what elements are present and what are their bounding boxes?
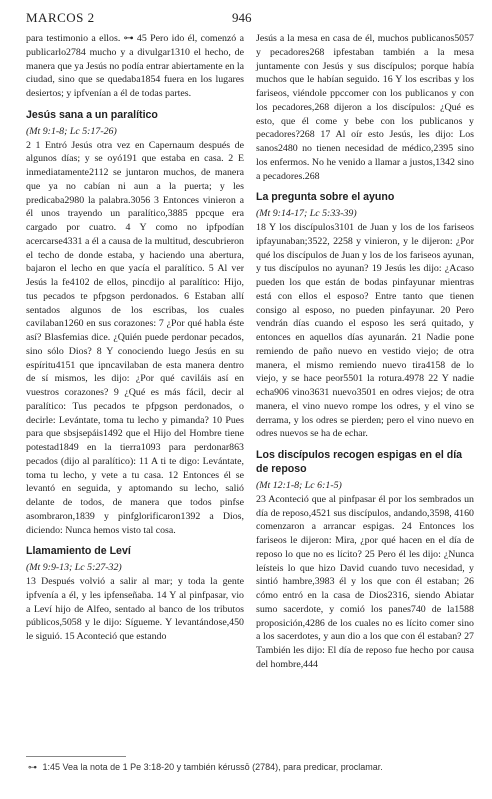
cross-reference: (Mt 9:9-13; Lc 5:27-32) bbox=[26, 562, 122, 574]
cross-reference: (Mt 9:14-17; Lc 5:33-39) bbox=[256, 208, 357, 220]
cross-reference: (Mt 12:1-8; Lc 6:1-5) bbox=[256, 480, 342, 491]
section-heading: Los discípulos recogen espigas en el día de reposo bbox=[256, 449, 463, 475]
footnote-text: 1:45 Vea la nota de 1 Pe 3:18-20 y también kérussō (2784), para predicar, proclamar. bbox=[42, 762, 383, 772]
footnote bbox=[28, 762, 468, 773]
cross-reference: (Mt 9:1-8; Lc 5:17-26) bbox=[26, 125, 117, 137]
section-text: 13 Después volvió a salir al mar; y toda la gente ipfvenía a él, y les ipfenseñaba. 14 Y al pinfpasar, vio a Leví hijo de Alfeo, sentado al banco de los tributos públicos,5058 y le dijo: Sígueme. Y levantándose,450 le siguió. 15 Aconteció que estando bbox=[26, 576, 244, 642]
right-column bbox=[256, 32, 474, 672]
running-header-book: MARCOS 2 bbox=[26, 10, 95, 25]
right-intro-paragraph: Jesús a la mesa en casa de él, muchos publicanos5057 y pecadores268 ipfestaban también a la mesa juntamente con Jesús y sus discípulos; porque había muchos que le habían seguido. 16 Y los escribas y los fariseos, viéndole ppccomer con los publicanos y con los pecadores,268 dijeron a los discípulos: ¿Qué es esto, que él come y bebe con los publicanos y pecadores?268 17 Al oír esto Jesús, les dijo: Los sanos2480 no tienen necesidad de médico,2395 sino los enfermos. No he venido a llamar a justos,1342 sino a pecadores.268 bbox=[256, 33, 474, 182]
section-heading: Jesús sana a un paralítico bbox=[26, 108, 158, 121]
footnote-divider bbox=[26, 756, 126, 757]
section-text: 23 Aconteció que al pinfpasar él por los sembrados un día de reposo,4521 sus discípulos, andando,3598, 4160 comenzaron a arrancar espigas. 24 Entonces los fariseos le dijeron: Mira, ¿por qué hacen en el día de reposo lo que no es lícito? 25 Pero él les dijo: ¿Nunca leísteis lo que hizo David cuando tuvo necesidad, y sintió hambre,3983 él y los que con él estaban; 26 cómo entró en la casa de Dios2316, siendo Abiatar sumo sacerdote, y comió los panes740 de la1588 proposición,4286 de los cuales no es lícito comer sino a los sacerdotes, y aun dio a los que con él estaban? 27 También les dijo: El día de reposo fue hecho por causa del hombre,444 bbox=[256, 493, 474, 670]
page-number: 946 bbox=[232, 10, 252, 25]
left-intro-paragraph: para testimonio a ellos. ⊶ 45 Pero ido él, comenzó a publicarlo2784 mucho y a divulgar1310 el hecho, de manera que ya Jesús no podía entrar abiertamente en la ciudad, sino que se quedaba1854 fuera en los lugares desiertos; y ipfvenían a él de todas partes. bbox=[26, 33, 244, 99]
section-heading: La pregunta sobre el ayuno bbox=[256, 191, 395, 204]
section-text: 18 Y los discípulos3101 de Juan y los de los fariseos ipfayunaban;3522, 2258 y vinieron, y le dijeron: ¿Por qué los discípulos de Juan y los de los fariseos ayunan, y tus discípulos no ayunan? 19 Jesús les dijo: ¿Acaso pueden los que están de bodas pinfayunar mientras está con ellos el esposo? Entre tanto que tienen consigo al esposo, no pueden pinfayunar. 20 Pero vendrán días cuando el esposo les será quitado, y entonces en aquellos días ayunarán. 21 Nadie pone remiendo de paño nuevo en vestido viejo; de otra manera, el mismo remiendo nuevo tira4158 de lo viejo, y se hace peor5501 la rotura.4978 22 Y nadie echa906 vino3631 nuevo3501 en odres viejos; de otra manera, el vino nuevo rompe los odres, y el vino se derrama, y los odres se pierden; pero el vino nuevo en odres nuevos se ha de echar. bbox=[256, 222, 474, 440]
section-heading: Llamamiento de Leví bbox=[26, 545, 131, 558]
section-text: 2 1 Entró Jesús otra vez en Capernaum después de algunos días; y se oyó191 que estaba en casa. 2 E inmediatamente2112 se juntaron muchos, de manera que ya no cabían ni aun a la puerta; y les predicaba2980 la palabra.3056 3 Entonces vinieron a él unos trayendo un paralítico,3885 ppcque era cargado por cuatro. 4 Y como no ipfpodían acercarse4331 a él a causa de la multitud, descubrieron el techo de donde estaba, y haciendo una abertura, bajaron el lecho en que yacía el paralítico. 5 Al ver Jesús la fe4102 de ellos, pincdijo al paralítico: Hijo, tus pecados te pfpgson perdonados. 6 Estaban allí sentados algunos de los escribas, los cuales cavilaban1260 en sus corazones: 7 ¿Por qué habla éste así? Blasfemias dice. ¿Quién puede perdonar pecados, sino sólo Dios? 8 Y conociendo luego Jesús en su espíritu4151 que ipncavilaban de esta manera dentro de sí mismos, les dijo: ¿Por qué caviláis así en vuestros corazones? 9 ¿Qué es más fácil, decir al paralítico: Tus pecados te pfpgson perdonados, o decirle: Levántate, toma tu lecho y pimanda? 10 Pues para que sbsjsepáis1492 que el Hijo del Hombre tiene potestad1849 en la tierra1093 para perdonar863 pecados (dijo al paralítico): 11 A ti te digo: Levántate, toma tu lecho, y vete a tu casa. 12 Entonces él se levantó en seguida, y aptomando su lecho, salió delante de todos, de manera que todos pinfse asombraron,1839 y pinfglorificaron1392 a Dios, diciendo: Nunca hemos visto tal cosa. bbox=[26, 139, 244, 536]
left-column bbox=[26, 32, 244, 644]
footnote-link-icon: ⊶ bbox=[28, 762, 37, 772]
